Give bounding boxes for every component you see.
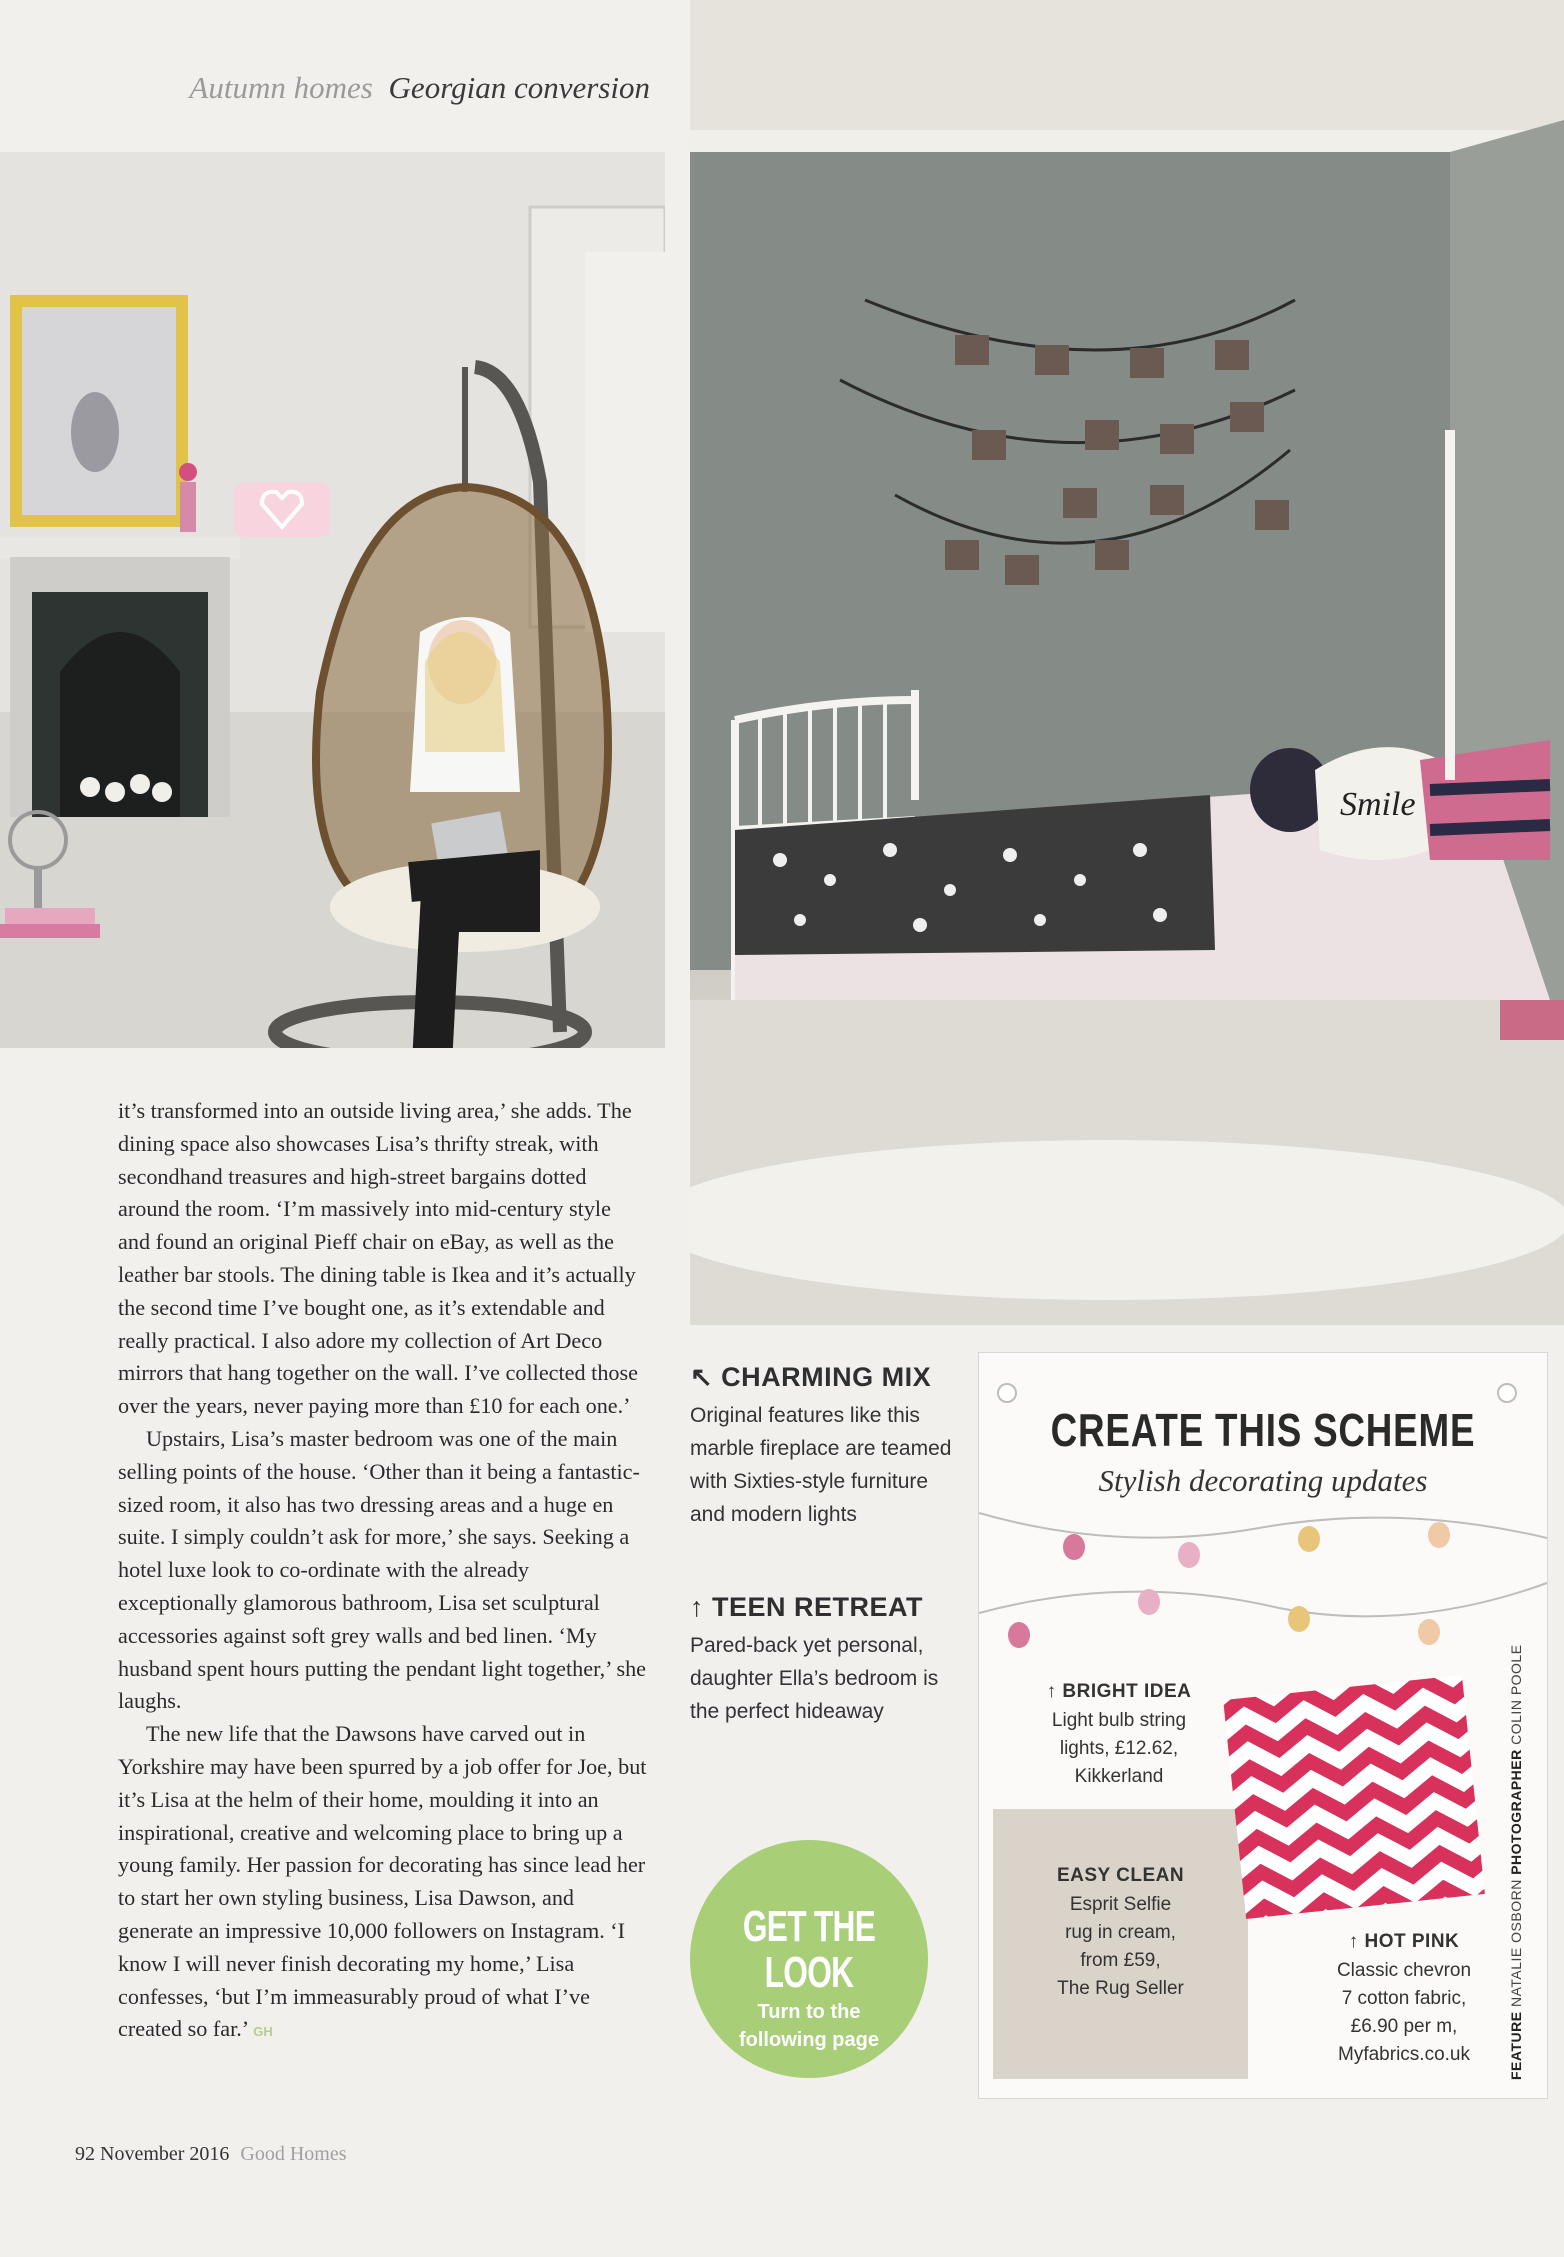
light-bulb [1063,1534,1085,1560]
pin-hole-icon [997,1383,1017,1403]
product-line: £6.90 per m, [1350,2016,1458,2037]
body-paragraph: it’s transformed into an outside living area,’ she adds. The dining space also showcases Lisa’s thrifty streak, with secondhand treasures and high-street bargains dotted around the room. ‘I’m massively into mid-century style and found an original Pieff chair on eBay, as well as the leather bar stools. The dining table is Ikea and it’s actually the second time I’ve bought one, as it’s extendable and really practical. I also adore my collection of Art Deco mirrors that hang together on the wall. I’ve collected those over the years, never paying more than £10 for each one.’ [118,1098,638,1419]
light-bulb [1008,1622,1030,1648]
page-number: 92 [75,2143,95,2165]
scheme-subtitle: Stylish decorating updates [1098,1463,1428,1498]
caption-text: Original features like this marble fireplace are teamed with Sixties-style furniture and modern lights [690,1404,952,1526]
light-bulb [1178,1542,1200,1568]
product-easy-clean [993,1865,1248,2003]
scheme-title: CREATE THIS SCHEME [1050,1404,1476,1456]
light-bulb [1418,1619,1440,1645]
product-bright-idea [1009,1681,1229,1791]
create-this-scheme-box [978,1352,1548,2099]
product-title: ↑ HOT PINK [1348,1931,1460,1952]
feature-label: FEATURE [1508,2011,1524,2080]
product-line: Esprit Selfie [1069,1894,1172,1915]
caption-title: ↖ CHARMING MIX [690,1362,932,1392]
teen-bedroom-illustration [690,0,1564,1325]
issue-date: November 2016 [100,2143,230,2165]
product-hot-pink [1279,1931,1529,2069]
photo-credit [1508,1560,1524,2080]
product-line: lights, £12.62, [1059,1738,1179,1759]
caption-teen-retreat [690,1592,960,1728]
product-line: from £59, [1080,1950,1161,1971]
caption-title: ↑ TEEN RETREAT [690,1592,924,1622]
light-bulb [1138,1589,1160,1615]
product-title: EASY CLEAN [1056,1865,1185,1886]
product-line: The Rug Seller [1057,1978,1184,1999]
product-line: Myfabrics.co.uk [1338,2044,1470,2065]
photographer-label: PHOTOGRAPHER [1508,1749,1524,1875]
body-paragraph: Upstairs, Lisa’s master bedroom was one of the main selling points of the house. ‘Other than it being a fantastic-sized room, it also has two dressing areas and a huge en suite. I simply couldn’t ask for more,’ she says. Seeking a hotel luxe look to co-ordinate with the already exceptionally glamorous bathroom, Lisa set sculptural accessories against soft grey walls and bed linen. ‘My husband spent hours putting the pendant light together,’ she laughs. [118,1425,647,1714]
get-the-look-title: GET THE LOOK [742,1902,876,1997]
caption-text: Pared-back yet personal, daughter Ella’s bedroom is the perfect hideaway [690,1634,939,1723]
body-paragraph [118,1718,648,2049]
caption-charming-mix [690,1362,960,1531]
get-the-look-badge[interactable] [690,1840,928,2078]
light-bulb [1298,1526,1320,1552]
light-bulb [1428,1522,1450,1548]
product-line: Kikkerland [1074,1766,1164,1787]
photo-teen-bedroom [690,0,1564,1325]
body-paragraph-text: The new life that the Dawsons have carved out in Yorkshire may have been spurred by a job offer for Joe, but it’s Lisa at the helm of their home, moulding it into an inspirational, creative and welcoming place to bring up a young family. Her passion for decorating has since lead her to start her own styling business, Lisa Dawson, and generate an impressive 10,000 followers on Instagram. ‘I know I will never finish decorating my home,’ Lisa confesses, ‘but I’m immeasurably proud of what I’ve created so far.’ [118,1721,647,2042]
end-mark: GH [253,2024,273,2040]
magazine-name: Good Homes [240,2143,347,2165]
product-line: Light bulb string [1051,1710,1187,1731]
chevron-fabric-swatch [1223,1675,1485,1919]
string-lights-image [979,1493,1547,1693]
arrow-up-icon: ↑ [690,1592,704,1622]
photo-hanging-chair [0,152,665,1048]
get-the-look-line-2: following page [739,2029,879,2051]
pin-hole-icon [1497,1383,1517,1403]
article-body [118,1095,648,2049]
smile-cushion-text: Smile [1340,786,1416,823]
section-name: Autumn homes [189,70,373,105]
product-title: ↑ BRIGHT IDEA [1046,1681,1192,1702]
product-line: Classic chevron [1336,1960,1472,1981]
hanging-chair-illustration [0,152,665,1048]
feature-topic: Georgian conversion [388,70,650,105]
product-line: 7 cotton fabric, [1341,1988,1467,2009]
product-line: rug in cream, [1065,1922,1176,1943]
photographer-name: COLIN POOLE [1508,1644,1524,1745]
arrow-up-left-icon: ↖ [690,1362,714,1392]
light-bulb [1288,1606,1310,1632]
feature-writer: NATALIE OSBORN [1508,1879,1524,2008]
running-header [0,70,650,106]
page-folio [75,2143,347,2166]
get-the-look-line-1: Turn to the [757,2001,861,2023]
